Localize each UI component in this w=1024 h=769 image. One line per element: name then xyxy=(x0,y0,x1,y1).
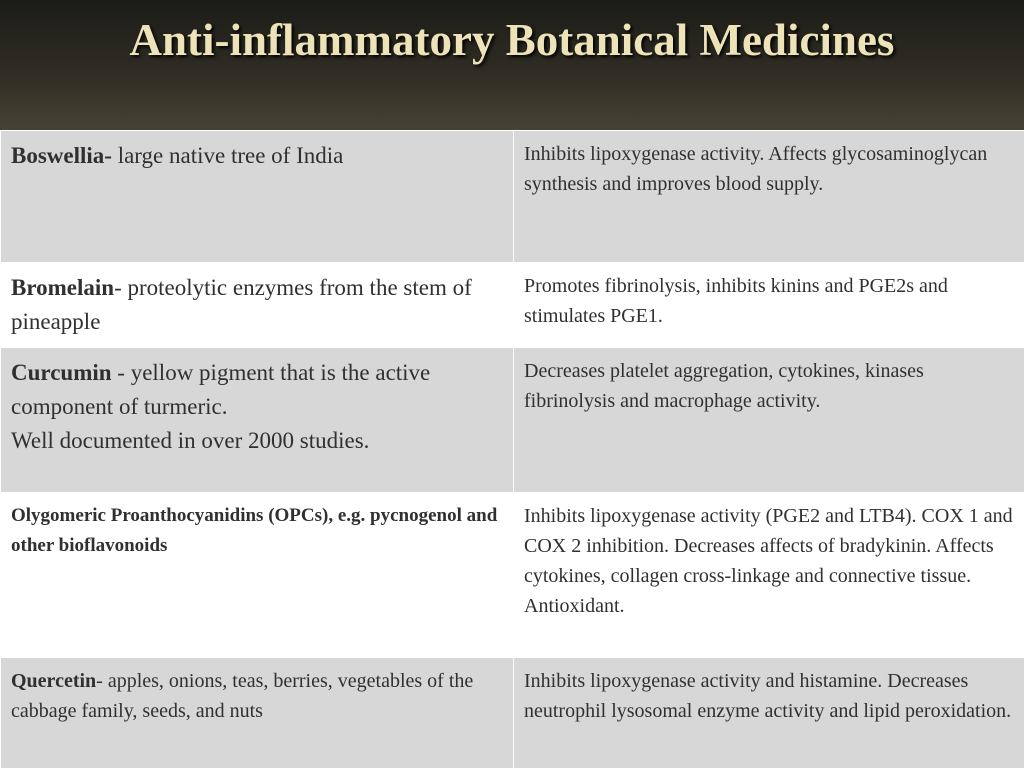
effect-cell xyxy=(514,493,1024,658)
botanical-name: Curcumin xyxy=(11,360,112,385)
botanical-cell xyxy=(1,348,514,493)
slide-title: Anti-inflammatory Botanical Medicines xyxy=(0,14,1024,66)
effect-text: Inhibits lipoxygenase activity (PGE2 and LTB4). COX 1 and COX 2 inhibition. Decreases affects of bradykinin. Affects cytokines, collagen cross-linkage and connective tissue. Antioxidant. xyxy=(514,493,1024,621)
effect-text: Inhibits lipoxygenase activity. Affects glycosaminoglycan synthesis and improves blood supply. xyxy=(514,131,1024,199)
botanicals-table xyxy=(0,130,1024,769)
botanical-name: Boswellia- xyxy=(11,143,112,168)
table-row-bromelain xyxy=(1,263,1024,348)
botanical-cell xyxy=(1,658,514,769)
botanical-cell xyxy=(1,263,514,348)
effect-cell xyxy=(514,348,1024,493)
botanical-source: - apples, onions, teas, berries, vegetables of the cabbage family, seeds, and nuts xyxy=(11,670,473,722)
title-bar xyxy=(0,0,1024,130)
effect-cell xyxy=(514,131,1024,263)
botanical-source: - proteolytic enzymes from the stem of pineapple xyxy=(11,275,472,334)
table-row-quercetin xyxy=(1,658,1024,769)
effect-text: Promotes fibrinolysis, inhibits kinins and PGE2s and stimulates PGE1. xyxy=(514,263,1024,331)
effect-text: Decreases platelet aggregation, cytokines, kinases fibrinolysis and macrophage activity. xyxy=(514,348,1024,416)
botanical-note: Well documented in over 2000 studies. xyxy=(11,424,503,458)
botanical-name: Quercetin xyxy=(11,670,96,692)
effect-cell xyxy=(514,658,1024,769)
table-row-curcumin xyxy=(1,348,1024,493)
table-row-opcs xyxy=(1,493,1024,658)
botanical-cell xyxy=(1,131,514,263)
table-row-boswellia xyxy=(1,131,1024,263)
botanical-source: large native tree of India xyxy=(112,143,343,168)
botanical-source: - yellow pigment that is the active component of turmeric. xyxy=(11,360,430,419)
botanical-name: Bromelain xyxy=(11,275,114,300)
effect-cell xyxy=(514,263,1024,348)
effect-text: Inhibits lipoxygenase activity and histamine. Decreases neutrophil lysosomal enzyme activity and lipid peroxidation. xyxy=(514,658,1024,726)
botanical-cell xyxy=(1,493,514,658)
botanical-name: Olygomeric Proanthocyanidins (OPCs), e.g. pycnogenol and other bioflavonoids xyxy=(1,493,513,561)
